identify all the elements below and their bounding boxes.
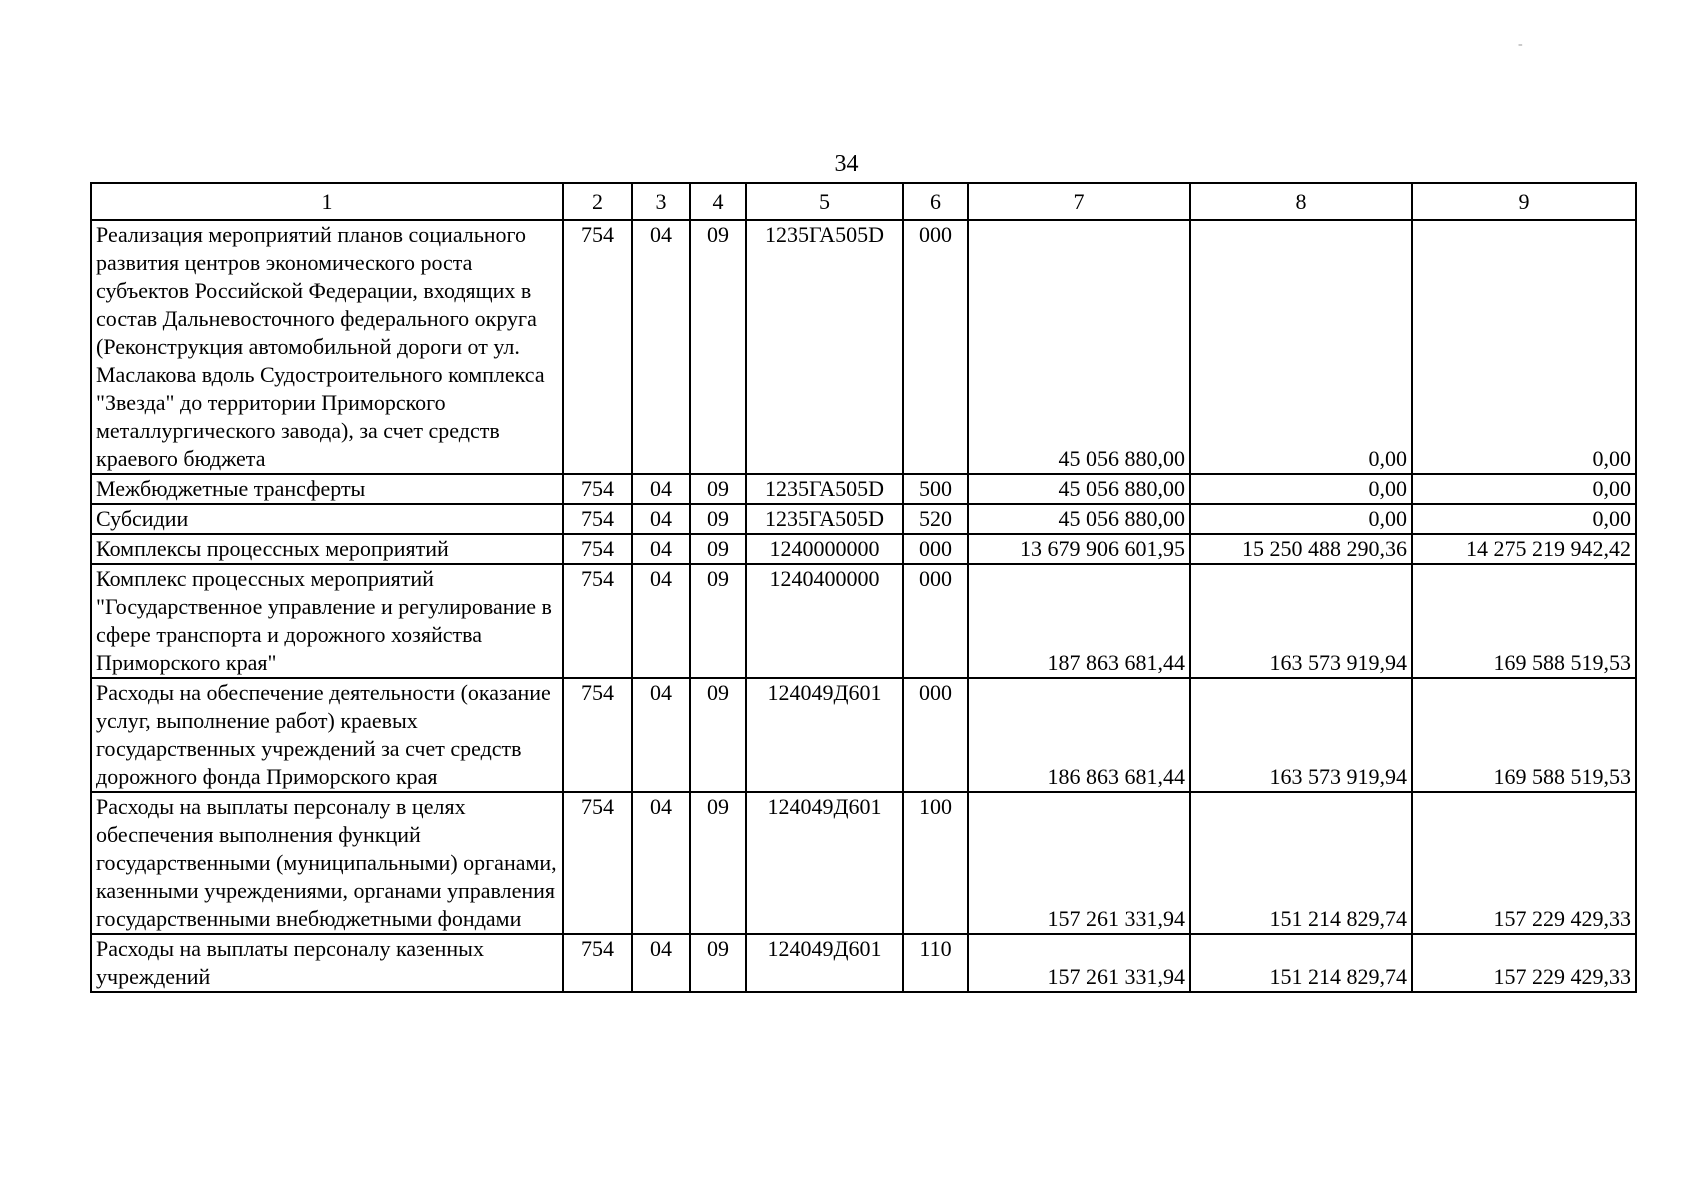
cell-col-9: 157 229 429,33	[1412, 934, 1636, 992]
cell-col-6: 500	[903, 474, 968, 504]
row-name: Комплекс процессных мероприятий "Государственное управление и регулирование в сфере транспорта и дорожного хозяйства Приморского края"	[91, 564, 563, 678]
table-row	[91, 504, 1636, 534]
cell-col-5: 1235ГА505D	[746, 220, 903, 474]
cell-col-6: 100	[903, 792, 968, 934]
column-header: 6	[903, 183, 968, 220]
cell-col-7: 187 863 681,44	[968, 564, 1190, 678]
cell-col-5: 124049Д601	[746, 678, 903, 792]
cell-col-2: 754	[563, 474, 632, 504]
cell-col-9: 0,00	[1412, 220, 1636, 474]
cell-col-9: 14 275 219 942,42	[1412, 534, 1636, 564]
table-row	[91, 474, 1636, 504]
cell-col-7: 45 056 880,00	[968, 474, 1190, 504]
cell-col-6: 000	[903, 220, 968, 474]
cell-col-8: 151 214 829,74	[1190, 934, 1412, 992]
cell-col-5: 1235ГА505D	[746, 474, 903, 504]
cell-col-7: 157 261 331,94	[968, 792, 1190, 934]
cell-col-5: 124049Д601	[746, 934, 903, 992]
cell-col-5: 1235ГА505D	[746, 504, 903, 534]
cell-col-6: 000	[903, 678, 968, 792]
cell-col-2: 754	[563, 220, 632, 474]
budget-table	[90, 182, 1637, 993]
cell-col-3: 04	[632, 564, 690, 678]
column-header: 3	[632, 183, 690, 220]
row-name: Реализация мероприятий планов социального развития центров экономического роста субъектов Российской Федерации, входящих в состав Дальневосточного федерального округа (Реконструкция автомобильной дороги от ул. Маслакова вдоль Судостроительного комплекса "Звезда" до территории Приморского металлургического завода), за счет средств краевого бюджета	[91, 220, 563, 474]
cell-col-3: 04	[632, 792, 690, 934]
table-row	[91, 564, 1636, 678]
column-header: 8	[1190, 183, 1412, 220]
table-row	[91, 934, 1636, 992]
cell-col-8: 0,00	[1190, 220, 1412, 474]
cell-col-4: 09	[690, 220, 746, 474]
table-header-row	[91, 183, 1636, 220]
column-header: 7	[968, 183, 1190, 220]
cell-col-2: 754	[563, 534, 632, 564]
row-name: Расходы на обеспечение деятельности (оказание услуг, выполнение работ) краевых государственных учреждений за счет средств дорожного фонда Приморского края	[91, 678, 563, 792]
cell-col-5: 1240000000	[746, 534, 903, 564]
row-name: Межбюджетные трансферты	[91, 474, 563, 504]
cell-col-8: 15 250 488 290,36	[1190, 534, 1412, 564]
cell-col-3: 04	[632, 534, 690, 564]
cell-col-4: 09	[690, 534, 746, 564]
row-name: Комплексы процессных мероприятий	[91, 534, 563, 564]
cell-col-3: 04	[632, 504, 690, 534]
cell-col-2: 754	[563, 564, 632, 678]
cell-col-2: 754	[563, 792, 632, 934]
row-name: Субсидии	[91, 504, 563, 534]
cell-col-8: 0,00	[1190, 474, 1412, 504]
cell-col-6: 000	[903, 534, 968, 564]
cell-col-3: 04	[632, 678, 690, 792]
row-name: Расходы на выплаты персоналу казенных учреждений	[91, 934, 563, 992]
cell-col-8: 163 573 919,94	[1190, 678, 1412, 792]
cell-col-4: 09	[690, 504, 746, 534]
cell-col-3: 04	[632, 220, 690, 474]
cell-col-9: 157 229 429,33	[1412, 792, 1636, 934]
cell-col-6: 110	[903, 934, 968, 992]
cell-col-6: 520	[903, 504, 968, 534]
cell-col-4: 09	[690, 934, 746, 992]
cell-col-3: 04	[632, 934, 690, 992]
column-header: 9	[1412, 183, 1636, 220]
cell-col-4: 09	[690, 564, 746, 678]
cell-col-2: 754	[563, 504, 632, 534]
cell-col-7: 157 261 331,94	[968, 934, 1190, 992]
cell-col-7: 45 056 880,00	[968, 504, 1190, 534]
cell-col-6: 000	[903, 564, 968, 678]
cell-col-7: 186 863 681,44	[968, 678, 1190, 792]
column-header: 5	[746, 183, 903, 220]
cell-col-9: 0,00	[1412, 474, 1636, 504]
cell-col-9: 169 588 519,53	[1412, 678, 1636, 792]
row-name: Расходы на выплаты персоналу в целях обеспечения выполнения функций государственными (муниципальными) органами, казенными учреждениями, органами управления государственными внебюджетными фондами	[91, 792, 563, 934]
table-row	[91, 534, 1636, 564]
cell-col-4: 09	[690, 678, 746, 792]
cell-col-3: 04	[632, 474, 690, 504]
cell-col-4: 09	[690, 792, 746, 934]
cell-col-8: 151 214 829,74	[1190, 792, 1412, 934]
cell-col-9: 0,00	[1412, 504, 1636, 534]
cell-col-8: 163 573 919,94	[1190, 564, 1412, 678]
cell-col-2: 754	[563, 678, 632, 792]
cell-col-5: 1240400000	[746, 564, 903, 678]
cell-col-9: 169 588 519,53	[1412, 564, 1636, 678]
cell-col-8: 0,00	[1190, 504, 1412, 534]
table-row	[91, 220, 1636, 474]
cell-col-7: 45 056 880,00	[968, 220, 1190, 474]
cell-col-4: 09	[690, 474, 746, 504]
scan-speck: ‐	[1518, 37, 1523, 52]
cell-col-7: 13 679 906 601,95	[968, 534, 1190, 564]
cell-col-5: 124049Д601	[746, 792, 903, 934]
table-row	[91, 678, 1636, 792]
page-number: 34	[834, 151, 859, 177]
column-header: 4	[690, 183, 746, 220]
column-header: 2	[563, 183, 632, 220]
table-row	[91, 792, 1636, 934]
column-header: 1	[91, 183, 563, 220]
cell-col-2: 754	[563, 934, 632, 992]
